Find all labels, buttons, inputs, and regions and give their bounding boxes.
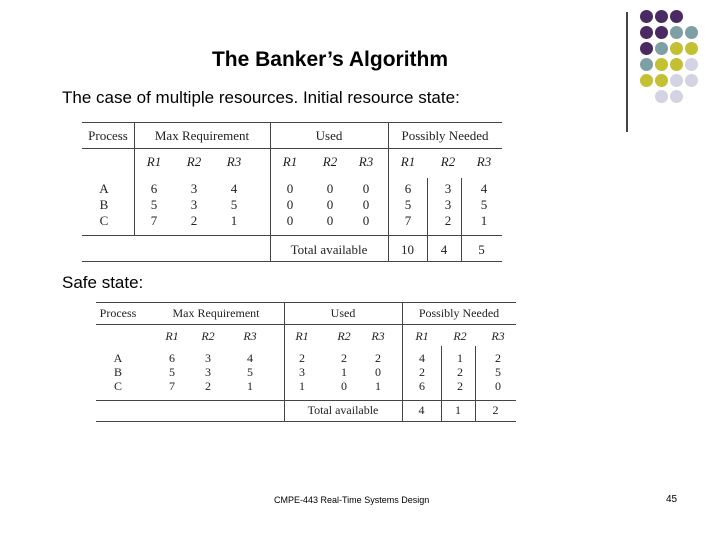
value-cell: 5 <box>150 197 158 212</box>
decorative-dot <box>685 26 698 39</box>
decorative-dot <box>685 58 698 71</box>
total-r3: 5 <box>478 242 485 257</box>
process-cell: A <box>99 181 109 196</box>
total-r2: 1 <box>455 403 461 417</box>
value-cell: 2 <box>299 351 305 365</box>
initial-state-table <box>82 120 502 262</box>
value-cell: 4 <box>247 351 253 365</box>
value-cell: 3 <box>299 365 305 379</box>
value-cell: 3 <box>444 197 452 212</box>
value-cell: 2 <box>419 365 425 379</box>
value-cell: 2 <box>457 365 463 379</box>
subheader-cell: R3 <box>476 154 492 169</box>
value-cell: 5 <box>230 197 238 212</box>
subheader-cell: R1 <box>165 329 179 343</box>
value-cell: 6 <box>150 181 158 196</box>
value-cell: 3 <box>444 181 452 196</box>
process-cell: C <box>113 379 122 393</box>
total-r2: 4 <box>440 242 448 257</box>
header-process: Process <box>88 128 128 143</box>
decorative-dot <box>655 90 668 103</box>
subheader-cell: R1 <box>295 329 309 343</box>
subheader-cell: R2 <box>337 329 351 343</box>
header-used: Used <box>315 128 343 143</box>
value-cell: 6 <box>169 351 175 365</box>
process-cell: A <box>113 351 123 365</box>
value-cell: 2 <box>495 351 501 365</box>
value-cell: 0 <box>341 379 347 393</box>
value-cell: 2 <box>444 213 452 228</box>
subheader-cell: R1 <box>415 329 429 343</box>
value-cell: 1 <box>457 351 463 365</box>
decorative-dot <box>670 10 683 23</box>
subheader-cell: R2 <box>440 154 456 169</box>
total-available-label: Total available <box>290 242 368 257</box>
subheader-cell: R2 <box>186 154 202 169</box>
value-cell: 4 <box>480 181 488 196</box>
value-cell: 2 <box>205 379 211 393</box>
value-cell: 7 <box>404 213 412 228</box>
value-cell: 6 <box>419 379 425 393</box>
value-cell: 1 <box>341 365 347 379</box>
value-cell: 1 <box>230 213 238 228</box>
value-cell: 5 <box>404 197 412 212</box>
value-cell: 2 <box>190 213 198 228</box>
decorative-dot <box>640 10 653 23</box>
safe-state-table <box>96 300 516 422</box>
decorative-dot <box>655 74 668 87</box>
value-cell: 2 <box>457 379 463 393</box>
safe-state-label: Safe state: <box>62 273 144 292</box>
value-cell: 0 <box>362 213 370 228</box>
page-number: 45 <box>666 494 678 505</box>
value-cell: 7 <box>150 213 158 228</box>
value-cell: 0 <box>286 213 294 228</box>
decorative-dot <box>655 26 668 39</box>
subheader-cell: R1 <box>282 154 298 169</box>
value-cell: 1 <box>375 379 381 393</box>
subheader-cell: R2 <box>453 329 467 343</box>
value-cell: 0 <box>326 181 334 196</box>
decorative-dot <box>670 26 683 39</box>
value-cell: 0 <box>375 365 381 379</box>
value-cell: 0 <box>326 197 334 212</box>
value-cell: 1 <box>247 379 253 393</box>
value-cell: 3 <box>190 181 198 196</box>
value-cell: 5 <box>480 197 488 212</box>
decorative-dot <box>655 10 668 23</box>
value-cell: 0 <box>286 197 294 212</box>
total-r1: 4 <box>418 403 425 417</box>
header-max-requirement: Max Requirement <box>154 128 250 143</box>
process-cell: B <box>113 365 122 379</box>
header-used: Used <box>330 306 356 320</box>
value-cell: 5 <box>169 365 175 379</box>
subheader-cell: R3 <box>371 329 385 343</box>
slide-subtitle: The case of multiple resources. Initial resource state: <box>62 88 460 107</box>
subheader-cell: R3 <box>226 154 242 169</box>
header-max-requirement: Max Requirement <box>172 306 260 320</box>
decorative-dot <box>685 74 698 87</box>
subheader-cell: R3 <box>243 329 257 343</box>
process-cell: B <box>99 197 109 212</box>
value-cell: 2 <box>375 351 381 365</box>
decorative-dot <box>640 26 653 39</box>
value-cell: 6 <box>404 181 412 196</box>
value-cell: 0 <box>362 197 370 212</box>
header-possibly-needed: Possibly Needed <box>401 128 489 143</box>
total-available-label: Total available <box>307 403 379 417</box>
subheader-cell: R1 <box>400 154 416 169</box>
subheader-cell: R3 <box>358 154 374 169</box>
value-cell: 5 <box>495 365 501 379</box>
value-cell: 1 <box>299 379 305 393</box>
value-cell: 3 <box>205 351 211 365</box>
subheader-cell: R1 <box>146 154 162 169</box>
value-cell: 0 <box>286 181 294 196</box>
decorative-dot <box>670 74 683 87</box>
decorative-dot <box>670 90 683 103</box>
value-cell: 0 <box>495 379 501 393</box>
value-cell: 4 <box>419 351 425 365</box>
decorative-dot <box>670 42 683 55</box>
header-process: Process <box>99 306 137 320</box>
value-cell: 3 <box>205 365 211 379</box>
value-cell: 7 <box>169 379 175 393</box>
value-cell: 1 <box>480 213 488 228</box>
header-possibly-needed: Possibly Needed <box>418 306 500 320</box>
subheader-cell: R2 <box>201 329 215 343</box>
process-cell: C <box>99 213 109 228</box>
decorative-dot <box>640 74 653 87</box>
subheader-cell: R2 <box>322 154 338 169</box>
decorative-dot <box>685 42 698 55</box>
decorative-divider <box>626 12 628 132</box>
subheader-cell: R3 <box>491 329 505 343</box>
value-cell: 0 <box>326 213 334 228</box>
value-cell: 2 <box>341 351 347 365</box>
value-cell: 4 <box>230 181 238 196</box>
value-cell: 3 <box>190 197 198 212</box>
decorative-dot <box>670 58 683 71</box>
total-r1: 10 <box>401 242 414 257</box>
value-cell: 0 <box>362 181 370 196</box>
value-cell: 5 <box>247 365 253 379</box>
slide-title: The Banker’s Algorithm <box>211 48 449 71</box>
footer-text: CMPE-443 Real-Time Systems Design <box>274 495 430 505</box>
total-r3: 2 <box>492 403 499 417</box>
